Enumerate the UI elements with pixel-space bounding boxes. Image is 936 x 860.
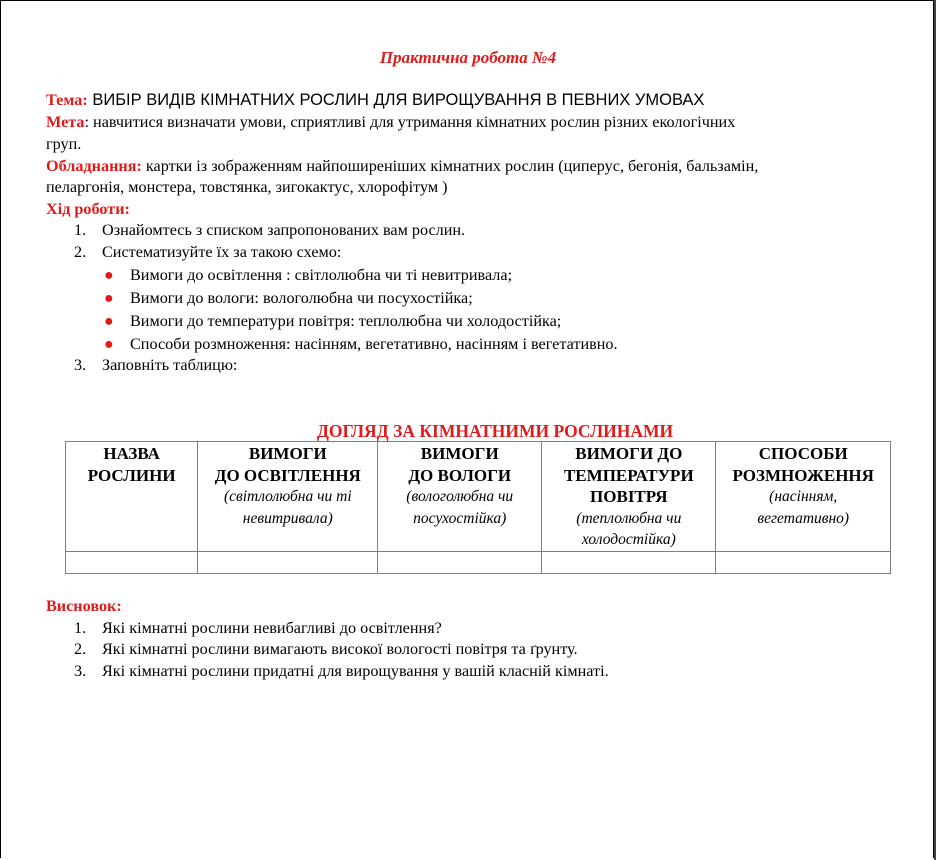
header-subtext: (вологолюбна чи: [406, 488, 514, 505]
header-line: ДО ВОЛОГИ: [408, 465, 512, 485]
header-subtext: (насінням,: [769, 488, 838, 505]
bullet-item: [104, 334, 618, 355]
step-item: [74, 220, 465, 241]
goal-text: : навчитися визначати умови, сприятливі для утримання кімнатних рослин різних екологічних: [84, 113, 736, 131]
bullet-item: [104, 288, 473, 309]
header-line: РОЗМНОЖЕННЯ: [732, 465, 874, 485]
header-subtext: (світлолюбна чи ті: [223, 488, 352, 505]
question-number: 3.: [74, 662, 87, 680]
step-text: Ознайомтесь з списком запропонованих вам рослин.: [102, 221, 466, 239]
table-header-cell: [66, 442, 198, 552]
goal-line: [46, 112, 735, 133]
table-header-cell: [716, 442, 891, 552]
equipment-text: картки із зображенням найпоширеніших кімнатних рослин (циперус, бегонія, бальзамін,: [141, 157, 759, 175]
step-number: 2.: [74, 243, 87, 261]
conclusion-label: Висновок:: [46, 597, 122, 615]
step-text: Систематизуйте їх за такою схемо:: [102, 243, 342, 261]
header-subtext: холодостійка): [581, 531, 676, 548]
step-number: 3.: [74, 356, 87, 374]
procedure-label: Хід роботи:: [46, 200, 130, 218]
topic-text: ВИБІР ВИДІВ КІМНАТНИХ РОСЛИН ДЛЯ ВИРОЩУВАННЯ В ПЕВНИХ УМОВАХ: [87, 91, 705, 109]
table-cell[interactable]: [716, 551, 891, 573]
step-number: 1.: [74, 221, 87, 239]
equipment-label: Обладнання:: [46, 157, 142, 175]
table-header-row: [66, 442, 891, 552]
question-number: 2.: [74, 640, 87, 658]
table-cell[interactable]: [66, 551, 198, 573]
header-subtext: вегетативно): [757, 509, 850, 527]
bullet-text: Вимоги до температури повітря: теплолюбна чи холодостійка;: [130, 312, 562, 330]
bullet-dot-icon: ●: [104, 267, 114, 284]
table-cell[interactable]: [542, 551, 716, 573]
header-line: ТЕМПЕРАТУРИ: [563, 465, 694, 485]
bullet-text: Способи розмноження: насінням, вегетативно, насінням і вегетативно.: [130, 335, 618, 353]
step-item: [74, 355, 237, 376]
bullet-dot-icon: ●: [104, 313, 114, 330]
header-line: ПОВІТРЯ: [590, 487, 668, 506]
bullet-dot-icon: ●: [104, 290, 114, 307]
header-line: ДО ОСВІТЛЕННЯ: [214, 465, 361, 485]
question-item: [74, 618, 442, 639]
header-subtext: невитривала): [242, 509, 333, 527]
question-item: [74, 639, 578, 660]
question-text: Які кімнатні рослини придатні для вирощування у вашій класній кімнаті.: [102, 662, 609, 680]
bullet-item: [104, 265, 513, 286]
topic-line: [46, 90, 704, 111]
table-header-cell: [378, 442, 542, 552]
table-header-cell: [198, 442, 378, 552]
question-item: [74, 661, 609, 682]
bullet-dot-icon: ●: [104, 336, 114, 353]
table-cell[interactable]: [198, 551, 378, 573]
document-title: Практична робота №4: [379, 48, 557, 67]
question-text: Які кімнатні рослини вимагають високої вологості повітря та ґрунту.: [102, 640, 578, 658]
step-item: [74, 242, 341, 263]
goal-label: Мета: [46, 113, 85, 131]
header-subtext: (теплолюбна чи: [576, 509, 682, 527]
care-table: [65, 441, 891, 574]
table-header-cell: [542, 442, 716, 552]
step-text: Заповніть таблицю:: [102, 356, 238, 374]
question-number: 1.: [74, 619, 87, 637]
header-line: ВИМОГИ: [420, 444, 499, 463]
header-line: НАЗВА: [103, 444, 160, 463]
equipment-line-2: пеларгонія, монстера, товстянка, зигокактус, хлорофітум ): [46, 178, 448, 196]
header-line: ВИМОГИ ДО: [575, 444, 683, 463]
bullet-item: [104, 311, 562, 332]
header-subtext: посухостійка): [413, 509, 507, 527]
equipment-line: [46, 156, 758, 177]
table-row: [66, 551, 891, 573]
header-line: ВИМОГИ: [248, 444, 327, 463]
header-line: СПОСОБИ: [758, 444, 848, 463]
bullet-text: Вимоги до освітлення : світлолюбна чи ті невитривала;: [130, 266, 513, 284]
table-title: ДОГЛЯД ЗА КІМНАТНИМИ РОСЛИНАМИ: [316, 421, 674, 441]
topic-label: Тема:: [46, 91, 88, 109]
question-text: Які кімнатні рослини невибагливі до освітлення?: [102, 619, 442, 637]
table-cell[interactable]: [378, 551, 542, 573]
header-line: РОСЛИНИ: [87, 465, 176, 485]
bullet-text: Вимоги до вологи: вологолюбна чи посухостійка;: [130, 289, 473, 307]
goal-line-2: груп.: [46, 135, 82, 153]
